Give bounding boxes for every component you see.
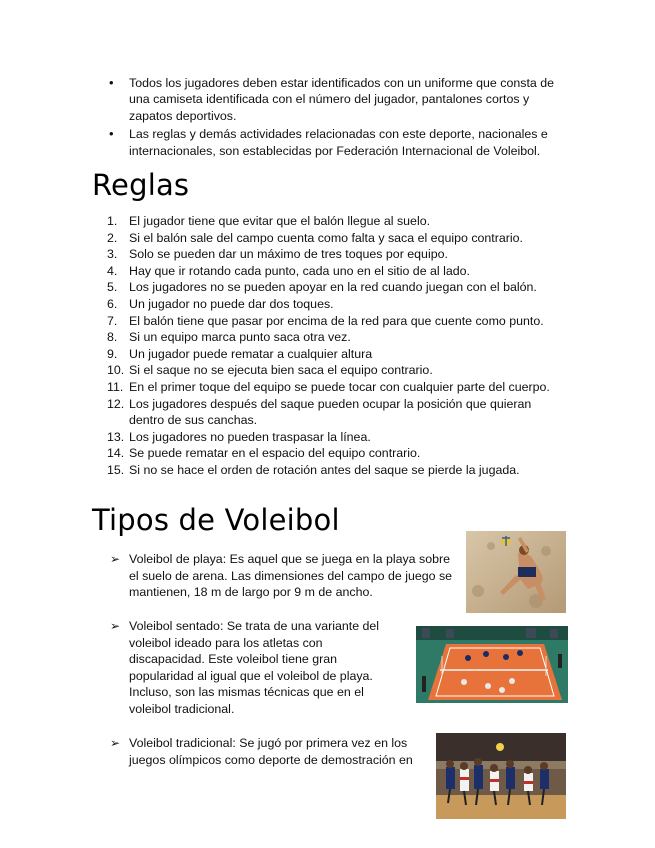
rule-item <box>107 379 567 396</box>
sitting-volleyball-photo <box>416 626 568 703</box>
rule-number: 5. <box>107 280 118 295</box>
intro-bullet-text: Las reglas y demás actividades relacionadas con este deporte, nacionales e internacionales, son establecidas por Federación Internacional de Voleibol. <box>129 127 548 158</box>
rule-number: 3. <box>107 247 118 262</box>
rule-item <box>107 396 567 429</box>
arrow-bullet-icon: ➢ <box>110 619 121 633</box>
arrow-bullet-icon: ➢ <box>110 552 121 566</box>
rule-text: Los jugadores después del saque pueden ocupar la posición que quieran dentro de sus canchas. <box>129 396 532 428</box>
rule-item <box>107 362 567 379</box>
rule-text: Si el balón sale del campo cuenta como falta y saca el equipo contrario. <box>129 230 523 245</box>
rule-text: Hay que ir rotando cada punto, cada uno en el sitio de al lado. <box>129 263 470 278</box>
intro-bullet-text: Todos los jugadores deben estar identificados con un uniforme que consta de una camiseta identificada con el número del jugador, pantalones cortos y zapatos deportivos. <box>129 76 555 123</box>
rule-number: 12. <box>107 396 125 411</box>
rule-item <box>107 429 567 446</box>
rule-number: 9. <box>107 346 118 361</box>
rule-text: Si no se hace el orden de rotación antes del saque se pierde la jugada. <box>129 462 520 477</box>
rule-number: 7. <box>107 313 118 328</box>
tipo-text: Voleibol tradicional: Se jugó por primera vez en los juegos olímpicos como deporte de demostración en <box>129 736 413 767</box>
rule-text: Si un equipo marca punto saca otra vez. <box>129 330 351 345</box>
section-heading-tipos: Tipos de Voleibol <box>92 503 340 537</box>
tipo-text: Voleibol sentado: Se trata de una variante del voleibol ideado para los atletas con discapacidad. Este voleibol tiene gran popularidad al igual que el voleibol de playa. Incluso, son las mismas técnicas que en el voleibol tradicional. <box>129 619 380 716</box>
rule-text: Solo se pueden dar un máximo de tres toques por equipo. <box>129 247 448 262</box>
rule-number: 8. <box>107 330 118 345</box>
rule-text: Los jugadores no se pueden apoyar en la red cuando juegan con el balón. <box>129 280 537 295</box>
tipo-text: Voleibol de playa: Es aquel que se juega en la playa sobre el suelo de arena. Las dimensiones del campo de juego se mantienen, 18 m de largo por 9 m de ancho. <box>129 552 453 600</box>
arrow-bullet-icon: ➢ <box>110 736 121 750</box>
rule-text: Los jugadores no pueden traspasar la línea. <box>129 429 371 444</box>
rule-item <box>107 313 567 330</box>
rule-number: 4. <box>107 263 118 278</box>
rule-number: 1. <box>107 214 118 228</box>
rules-list <box>107 213 567 479</box>
rule-number: 15. <box>107 462 125 477</box>
list-item <box>107 126 572 159</box>
rule-item <box>107 230 567 247</box>
rule-text: Si el saque no se ejecuta bien saca el equipo contrario. <box>129 363 433 378</box>
indoor-volleyball-photo <box>436 733 566 819</box>
rule-item <box>107 445 567 462</box>
beach-volleyball-photo <box>466 531 566 613</box>
rule-item <box>107 346 567 363</box>
rule-text: Un jugador puede rematar a cualquier altura <box>129 346 373 361</box>
rule-number: 2. <box>107 230 118 245</box>
rule-number: 14. <box>107 446 125 461</box>
rule-text: El balón tiene que pasar por encima de la red para que cuente como punto. <box>129 313 544 328</box>
rule-item <box>107 462 567 479</box>
rule-item <box>107 279 567 296</box>
rule-text: En el primer toque del equipo se puede tocar con cualquier parte del cuerpo. <box>129 379 550 394</box>
rule-item <box>107 329 567 346</box>
intro-bullet-list <box>107 75 572 161</box>
list-item <box>107 75 572 124</box>
rule-item <box>107 296 567 313</box>
rule-number: 13. <box>107 429 125 444</box>
rule-text: El jugador tiene que evitar que el balón llegue al suelo. <box>129 214 431 228</box>
section-heading-reglas: Reglas <box>92 168 190 202</box>
rule-number: 11. <box>107 379 124 394</box>
rule-text: Se puede rematar en el espacio del equipo contrario. <box>129 446 421 461</box>
rule-text: Un jugador no puede dar dos toques. <box>129 296 334 311</box>
rule-item <box>107 263 567 280</box>
rule-number: 10. <box>107 363 125 378</box>
rule-number: 6. <box>107 296 118 311</box>
rule-item <box>107 213 567 230</box>
rule-item <box>107 246 567 263</box>
